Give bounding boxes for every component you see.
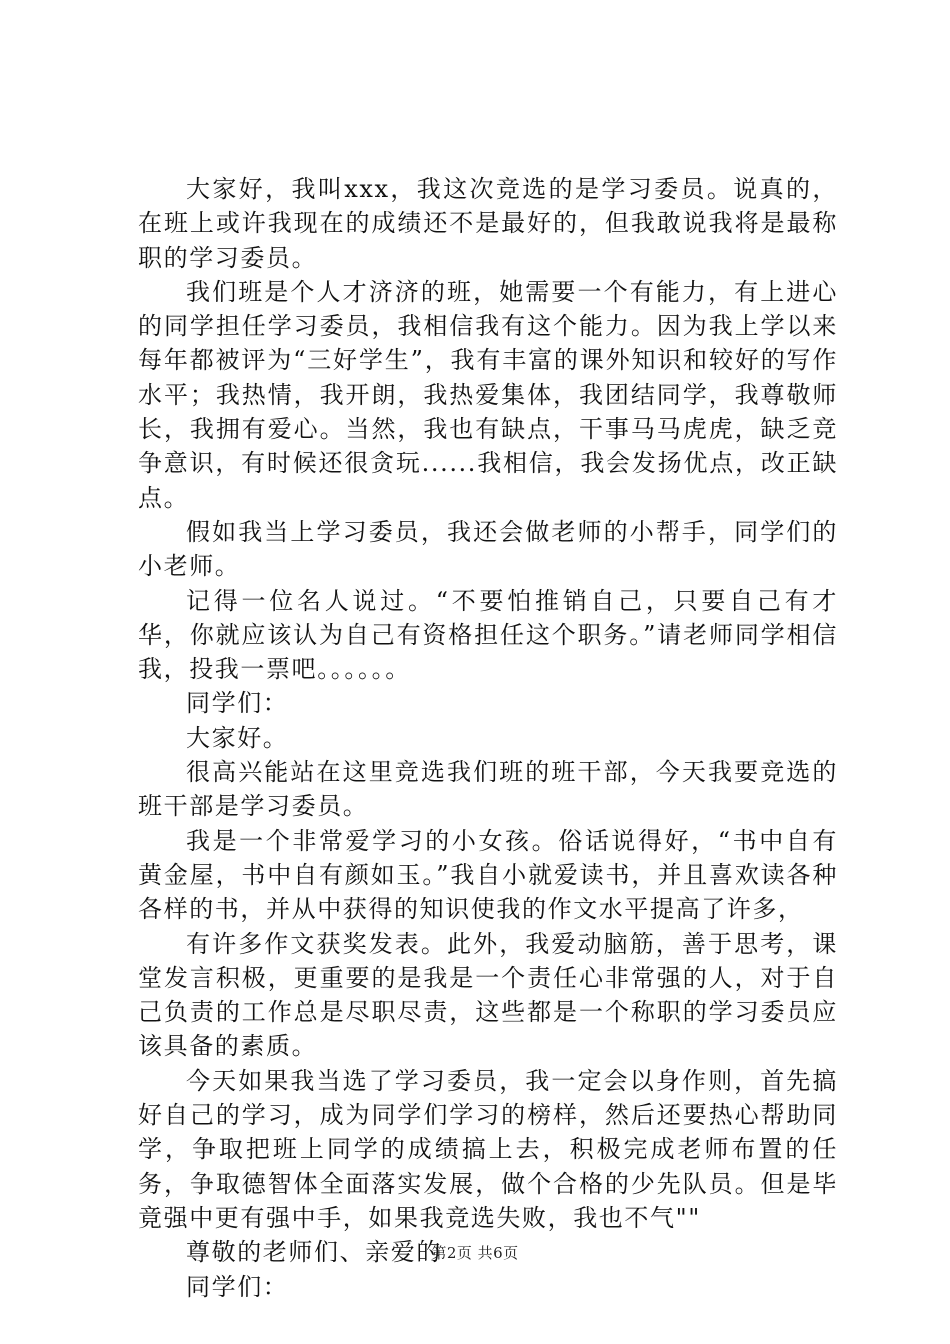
paragraph: 大家好。 [186,723,289,752]
paragraph: 同学们： [186,689,289,718]
paragraph: 很高兴能站在这里竞选我们班的班干部，今天我要竞选的班干部是学习委员。 [138,758,838,821]
paragraph: 有许多作文获奖发表。此外，我爱动脑筋，善于思考，课堂发言积极，更重要的是我是一个责任心非常强的人，对于自己负责的工作总是尽职尽责，这些都是一个称职的学习委员应该具备的素质。 [138,929,838,1061]
paragraph: 尊敬的老师们、亲爱的 [186,1238,442,1267]
page-number-footer: 第2页 共6页 [431,1244,519,1262]
paragraph: 大家好，我叫xxx，我这次竞选的是学习委员。说真的，在班上或许我现在的成绩还不是最好的，但我敢说我将是最称职的学习委员。 [138,175,838,272]
paragraph: 我们班是个人才济济的班，她需要一个有能力，有上进心的同学担任学习委员，我相信我有这个能力。因为我上学以来每年都被评为“三好学生”，我有丰富的课外知识和较好的写作水平；我热情，我开朗，我热爱集体，我团结同学，我尊敬师长，我拥有爱心。当然，我也有缺点，干事马马虎虎，缺乏竞争意识，有时候还很贪玩......我相信，我会发扬优点，改正缺点。 [138,277,838,512]
paragraph: 假如我当上学习委员，我还会做老师的小帮手，同学们的小老师。 [138,517,838,581]
paragraph: 记得一位名人说过。“不要怕推销自己，只要自己有才华，你就应该认为自己有资格担任这个职务。”请老师同学相信我，投我一票吧。。。。。。 [138,586,838,684]
paragraph: 同学们： [186,1272,289,1301]
paragraph: 今天如果我当选了学习委员，我一定会以身作则，首先搞好自己的学习，成为同学们学习的榜样，然后还要热心帮助同学，争取把班上同学的成绩搞上去，积极完成老师布置的任务，争取德智体全面落实发展，做个合格的少先队员。但是毕竟强中更有强中手，如果我竞选失败，我也不气"" [138,1066,838,1232]
document-body [138,172,838,1304]
paragraph: 我是一个非常爱学习的小女孩。俗话说得好，“书中自有黄金屋，书中自有颜如玉。”我自小就爱读书，并且喜欢读各种各样的书，并从中获得的知识使我的作文水平提高了许多， [138,826,838,924]
